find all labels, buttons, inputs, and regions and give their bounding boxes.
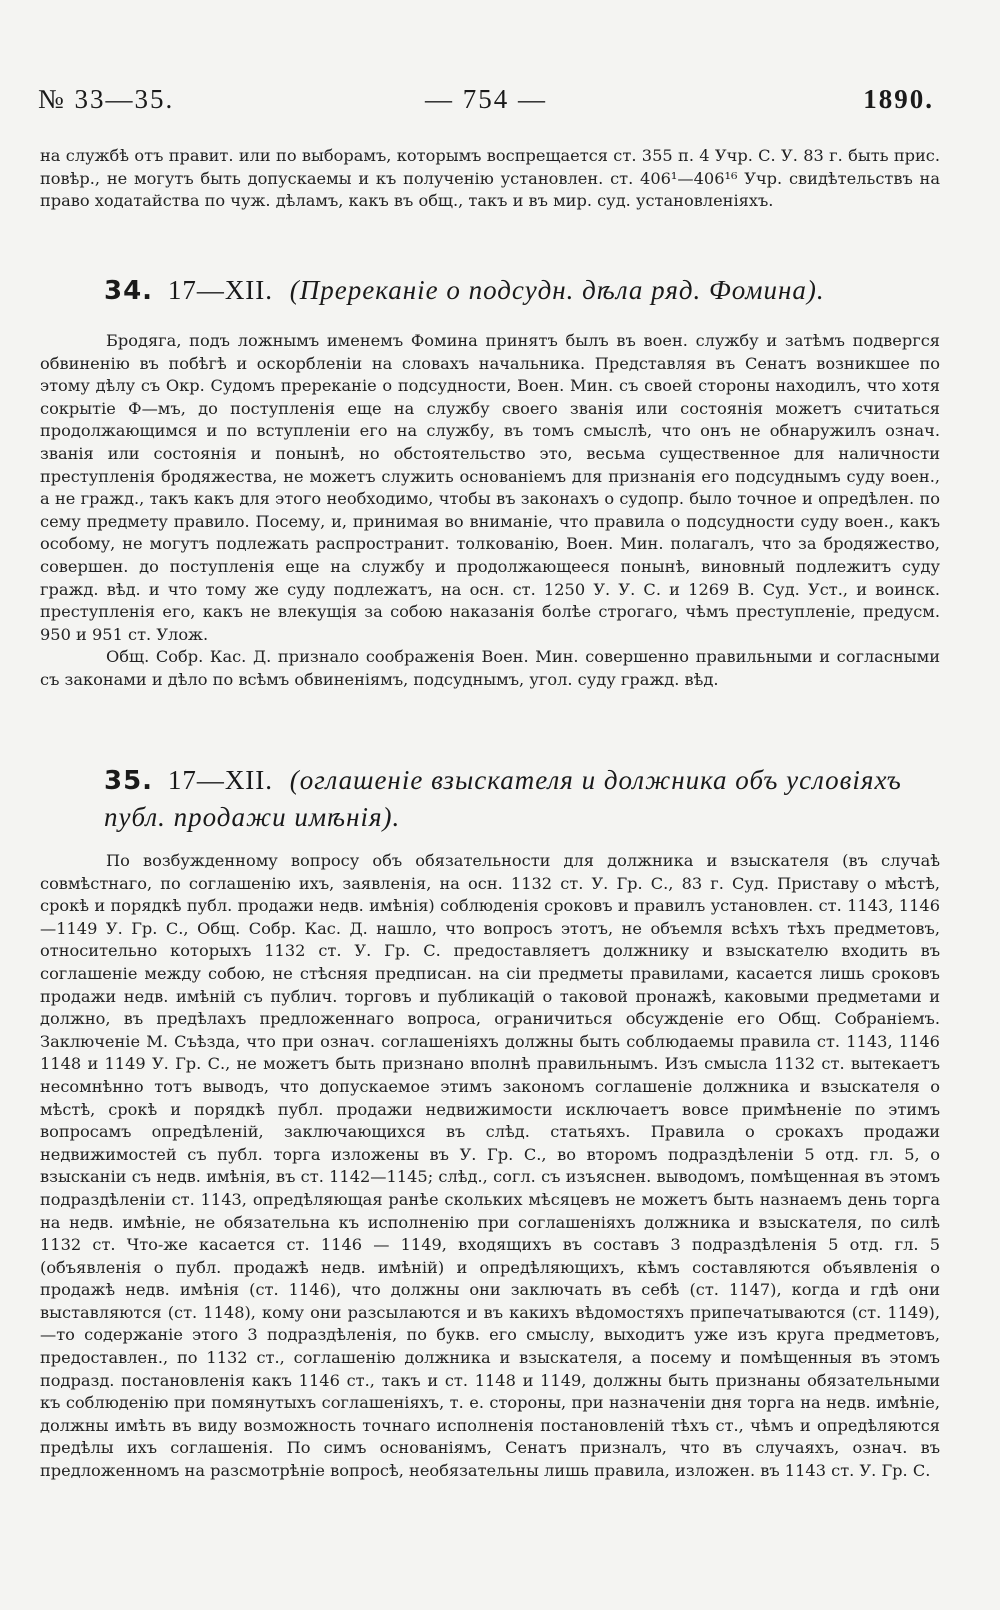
section-date: 17—XII.: [167, 275, 274, 305]
section-title: (оглашеніе взыскателя и должника объ условіяхъ публ. продажи имѣнія).: [104, 765, 902, 832]
section-heading-35: [104, 762, 950, 835]
issue-number: № 33—35.: [38, 84, 175, 114]
section-paragraph: Общ. Собр. Кас. Д. признало соображенія Воен. Мин. совершенно правильными и согласными съ законами и дѣло по всѣмъ обвиненіямъ, подсуднымъ, угол. суду гражд. вѣд.: [40, 647, 940, 689]
section-title: (Пререканіе о подсудн. дѣла ряд. Фомина).: [289, 275, 825, 305]
page-number: — 754 —: [425, 84, 547, 114]
section-heading-34: [104, 272, 944, 309]
page-header: [38, 84, 934, 118]
section-number: 35.: [104, 766, 154, 796]
continuation-text: [40, 145, 940, 213]
section-body-34: [40, 330, 940, 692]
section-number: 34.: [104, 276, 154, 306]
section-body-35: [40, 850, 940, 1483]
section-date: 17—XII.: [167, 765, 274, 795]
section-paragraph: Бродяга, подъ ложнымъ именемъ Фомина принятъ былъ въ воен. службу и затѣмъ подвергся обвиненію въ побѣгѣ и оскорбленіи на словахъ начальника. Представляя въ Сенатъ возникшее по этому дѣлу съ Окр. Судомъ пререканіе о подсудности, Воен. Мин. съ своей стороны находилъ, что хотя сокрытіе Ф—мъ, до поступленія еще на службу своего званія или состоянія можетъ считаться продолжающимся и по вступленіи его на службу, въ томъ смыслѣ, что онъ не обнаружилъ означ. званія или состоянія и понынѣ, но обстоятельство это, весьма существенное для наличности преступленія бродяжества, не можетъ служить основаніемъ для признанія его подсуднымъ суду воен., а не гражд., такъ какъ для этого необходимо, чтобы въ законахъ о судопр. было точное и опредѣлен. по сему предмету правило. Посему, и, принимая во вниманіе, что правила о подсудности суду воен., какъ особому, не могутъ подлежать распространит. толкованію, Воен. Мин. полагалъ, что за бродяжество, совершен. до поступленія еще на службу и продолжающееся понынѣ, виновный подлежитъ суду гражд. вѣд. и что тому же суду подлежатъ, на осн. ст. 1250 У. У. С. и 1269 В. Суд. Уст., и воинск. преступленія его, какъ не влекущія за собою наказанія болѣе строгаго, чѣмъ преступленіе, предусм. 950 и 951 ст. Улож.: [40, 331, 940, 644]
section-paragraph: По возбужденному вопросу объ обязательности для должника и взыскателя (въ случаѣ совмѣстнаго, по соглашенію ихъ, заявленія, на осн. 1132 ст. У. Гр. С., 83 г. Суд. Приставу о мѣстѣ, срокѣ и порядкѣ публ. продажи недв. имѣнія) соблюденія сроковъ и правилъ установлен. ст. 1143, 1146—1149 У. Гр. С., Общ. Собр. Кас. Д. нашло, что вопросъ этотъ, не объемля всѣхъ тѣхъ предметовъ, относительно которыхъ 1132 ст. У. Гр. С. предоставляетъ должнику и взыскателю входить въ соглашеніе между собою, не стѣсняя предписан. на сіи предметы правилами, касается лишь сроковъ продажи недв. имѣній съ публич. торговъ и публикацій о таковой пронажѣ, каковыми предметами и должно, въ предѣлахъ предложеннаго вопроса, ограничиться обсужденіе его Общ. Собраніемъ. Заключеніе М. Съѣзда, что при означ. соглашеніяхъ должны быть соблюдаемы правила ст. 1143, 1146 1148 и 1149 У. Гр. С., не можетъ быть признано вполнѣ правильнымъ. Изъ смысла 1132 ст. вытекаетъ несомнѣнно тотъ выводъ, что допускаемое этимъ закономъ соглашеніе должника и взыскателя о мѣстѣ, срокѣ и порядкѣ публ. продажи недвижимости исключаетъ вовсе примѣненіе по этимъ вопросамъ опредѣленій, заключающихся въ слѣд. статьяхъ. Правила о срокахъ продажи недвижимостей съ публ. торга изложены въ У. Гр. С., во второмъ подраздѣленіи 5 отд. гл. 5, о взысканіи съ недв. имѣнія, въ ст. 1142—1145; слѣд., согл. съ изъяснен. выводомъ, помѣщенная въ этомъ подраздѣленіи ст. 1143, опредѣляющая ранѣе скольких мѣсяцевъ не можетъ быть назнаемъ день торга на недв. имѣніе, не обязательна къ исполненію при соглашеніяхъ должника и взыскателя, по силѣ 1132 ст. Что-же касается ст. 1146 — 1149, входящихъ въ составъ 3 подраздѣленія 5 отд. гл. 5 (объявленія о публ. продажѣ недв. имѣній) и опредѣляющихъ, кѣмъ составляются объявленія о продажѣ недв. имѣнія (ст. 1146), что должны они заключать въ себѣ (ст. 1147), когда и гдѣ они выставляются (ст. 1148), кому они разсылаются и въ какихъ вѣдомостяхъ припечатываются (ст. 1149),—то содержаніе этого 3 подраздѣленія, по букв. его смыслу, выходитъ уже изъ круга предметовъ, предоставлен., по 1132 ст., соглашенію должника и взыскателя, а посему и помѣщенныя въ этомъ подразд. постановленія какъ 1146 ст., такъ и ст. 1148 и 1149, должны быть признаны обязательными къ соблюденію при помянутыхъ соглашеніяхъ, т. е. стороны, при назначеніи дня торга на недв. имѣніе, должны имѣть въ виду возможность точнаго исполненія постановленій тѣхъ ст., чѣмъ и опредѣляются предѣлы ихъ соглашенія. По симъ основаніямъ, Сенатъ призналъ, что въ случаяхъ, означ. въ предложенномъ на разсмотрѣніе вопросѣ, необязательны лишь правила, изложен. въ 1143 ст. У. Гр. С.: [40, 851, 940, 1481]
continuation-paragraph: на службѣ отъ правит. или по выборамъ, которымъ воспрещается ст. 355 п. 4 Учр. С. У. 83 г. быть прис. повѣр., не могутъ быть допускаемы и къ полученію установлен. ст. 406¹—406¹⁶ Учр. свидѣтельствъ на право ходатайства по чуж. дѣламъ, какъ въ общ., такъ и въ мир. суд. установленіяхъ.: [40, 146, 940, 211]
year: 1890.: [863, 84, 934, 114]
